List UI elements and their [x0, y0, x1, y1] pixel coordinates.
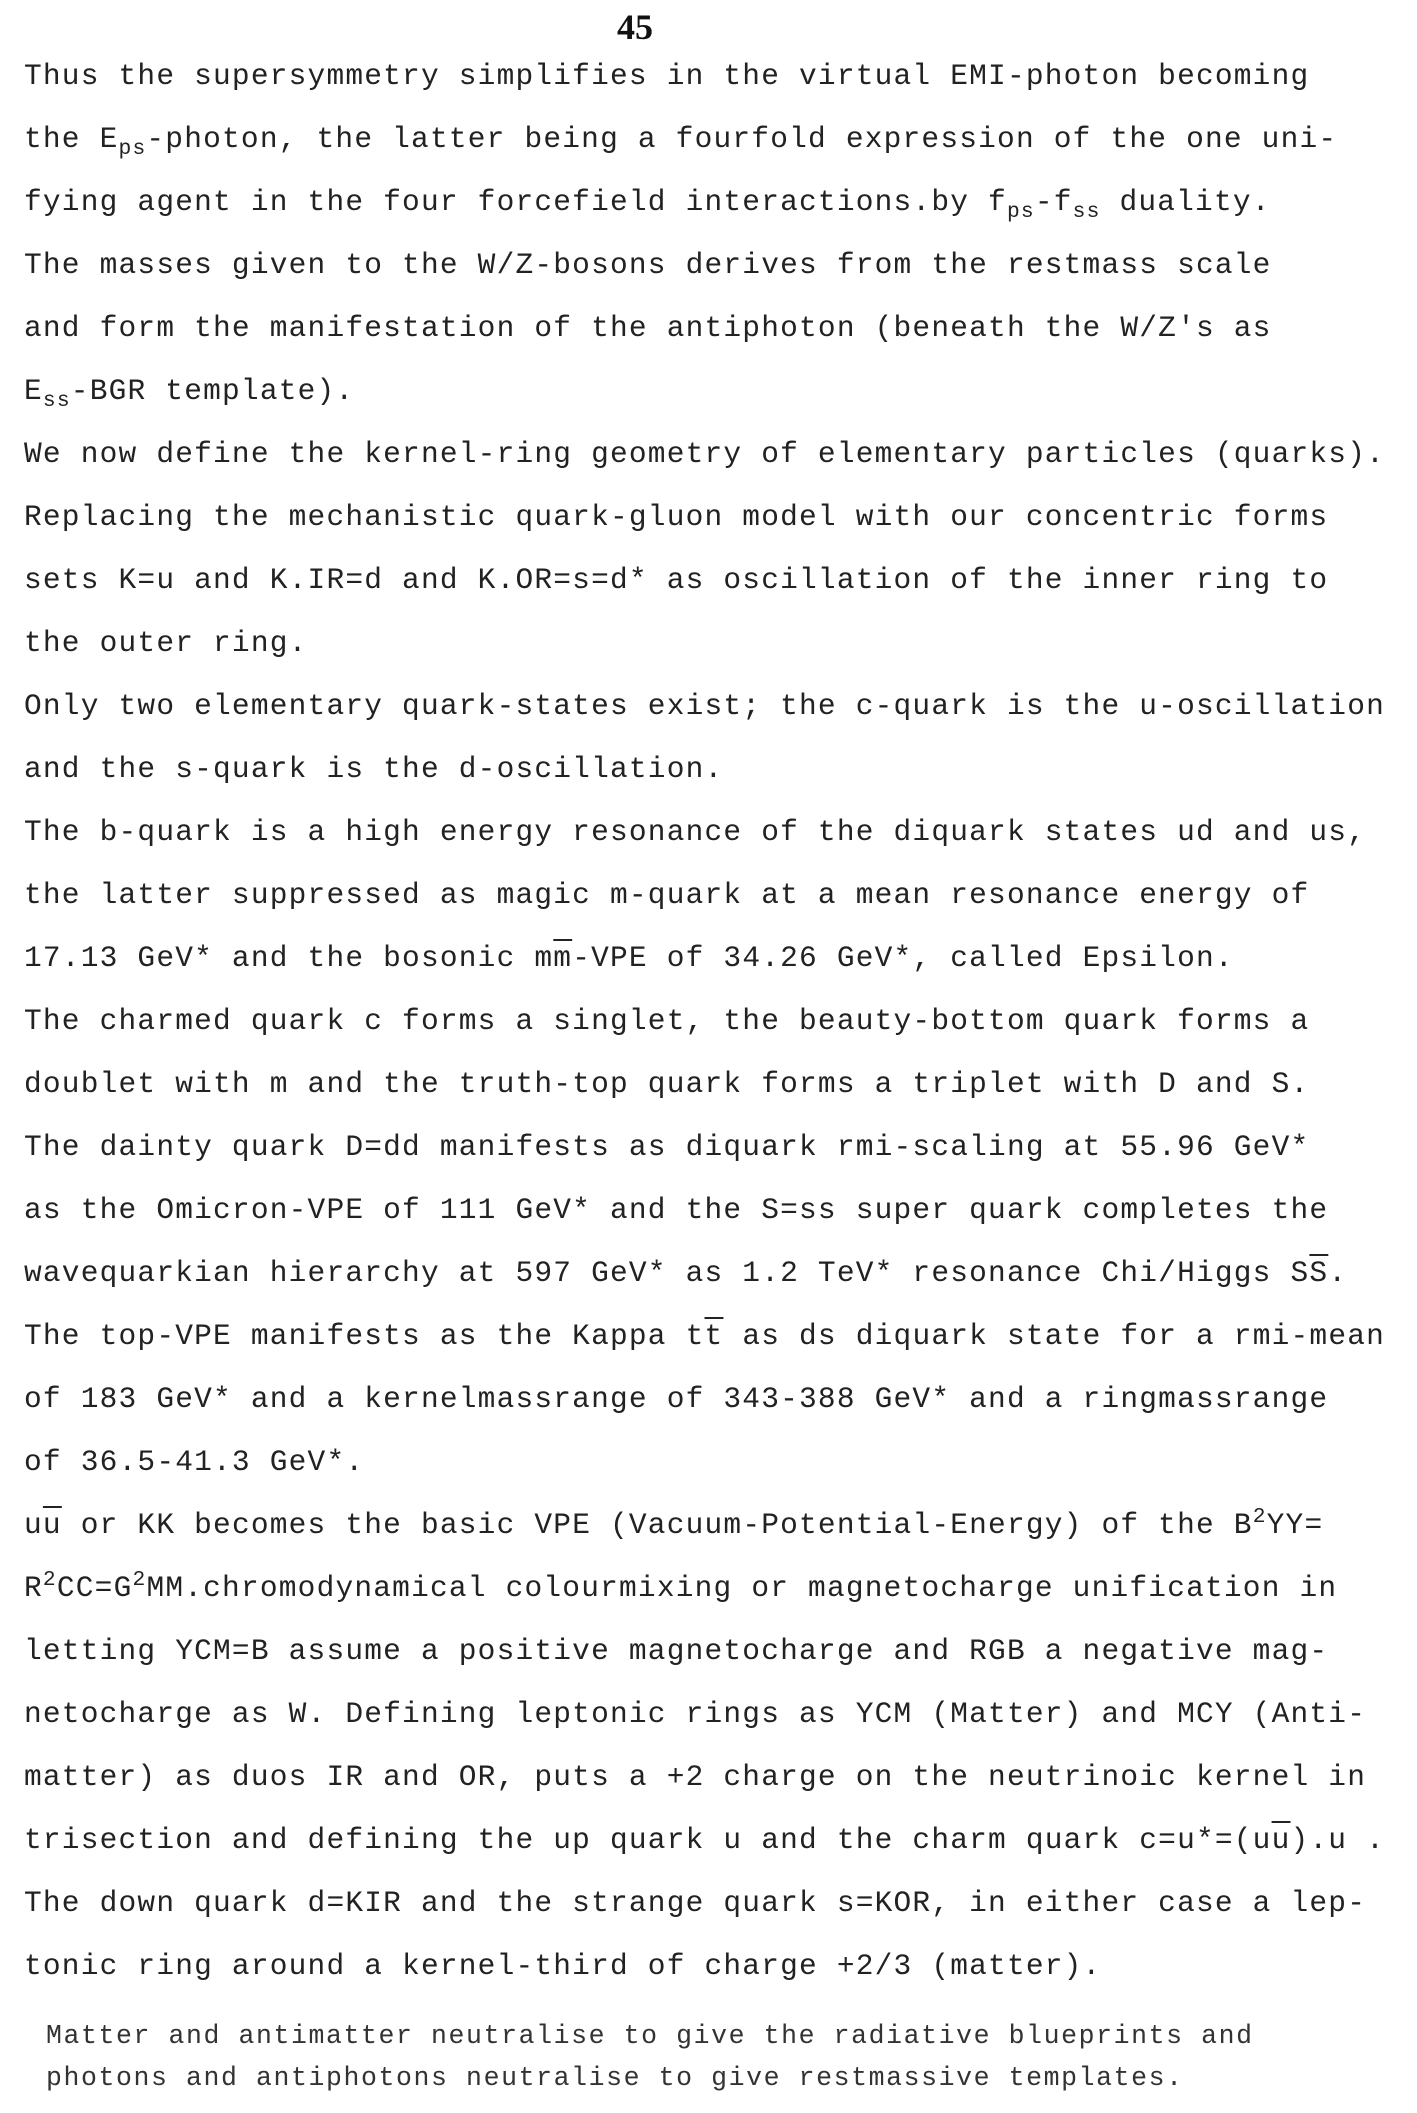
text-line-14: the latter suppressed as magic m-quark at a mean resonance energy of: [24, 878, 1310, 912]
text-line-15: 17.13 GeV* and the bosonic $m\overline{m}$-VPE of 34.26 GeV*, called Epsilon.: [24, 941, 1234, 975]
text-line-22: of 183 GeV* and a kernelmassrange of 343-388 GeV* and a ringmassrange: [24, 1382, 1329, 1416]
text-line-24: $u\overline{u}$ or KK becomes the basic VPE (Vacuum-Potential-Energy) of the $B^2YY=$: [24, 1505, 1324, 1542]
text-line-27: netocharge as W. Defining leptonic rings as YCM (Matter) and MCY (Anti-: [24, 1697, 1367, 1731]
footnote-line-1: Matter and antimatter neutralise to give the radiative blueprints and: [46, 2021, 1254, 2051]
page-number: 45: [617, 7, 653, 47]
footnote-line-2: photons and antiphotons neutralise to give restmassive templates.: [46, 2063, 1184, 2093]
text-line-3: fying agent in the four forcefield interactions.by $f_{ps}-f_{ss}$ duality.: [24, 185, 1271, 224]
text-line-23: of 36.5-41.3 GeV*.: [24, 1445, 365, 1479]
text-line-18: The dainty quark D=dd manifests as diquark rmi-scaling at 55.96 GeV*: [24, 1130, 1310, 1164]
text-line-30: The down quark d=KIR and the strange quark s=KOR, in either case a lep-: [24, 1886, 1367, 1920]
text-line-16: The charmed quark c forms a singlet, the beauty-bottom quark forms a: [24, 1004, 1310, 1038]
text-line-21: The top-VPE manifests as the Kappa $t\overline{t}$ as ds diquark state for a rmi-mean: [24, 1319, 1386, 1353]
text-line-2: the $E_{ps}$-photon, the latter being a fourfold expression of the one uni-: [24, 122, 1338, 161]
text-line-6: $E_{ss}$-BGR template).: [24, 374, 355, 413]
text-line-9: sets K=u and K.IR=d and K.OR=s=d* as oscillation of the inner ring to: [24, 563, 1329, 597]
text-line-5: and form the manifestation of the antiphoton (beneath the W/Z's as: [24, 311, 1272, 345]
text-line-7: We now define the kernel-ring geometry of elementary particles (quarks).: [24, 437, 1386, 471]
text-line-13: The b-quark is a high energy resonance of the diquark states ud and us,: [24, 815, 1367, 849]
text-line-17: doublet with m and the truth-top quark forms a triplet with D and S.: [24, 1067, 1310, 1101]
text-line-11: Only two elementary quark-states exist; the c-quark is the u-oscillation: [24, 689, 1386, 723]
text-line-19: as the Omicron-VPE of 111 GeV* and the S=ss super quark completes the: [24, 1193, 1329, 1227]
text-line-29: trisection and defining the up quark u and the charm quark $c=u*=(u\overline{u}).u$ .: [24, 1823, 1386, 1857]
text-line-1: Thus the supersymmetry simplifies in the virtual EMI-photon becoming: [24, 59, 1310, 93]
text-line-26: letting YCM=B assume a positive magnetocharge and RGB a negative mag-: [24, 1634, 1329, 1668]
text-line-12: and the s-quark is the d-oscillation.: [24, 752, 724, 786]
text-line-31: tonic ring around a kernel-third of charge +2/3 (matter).: [24, 1949, 1102, 1983]
text-line-28: matter) as duos IR and OR, puts a +2 charge on the neutrinoic kernel in: [24, 1760, 1367, 1794]
text-line-10: the outer ring.: [24, 626, 308, 660]
text-line-20: wavequarkian hierarchy at 597 GeV* as 1.2 TeV* resonance Chi/Higgs $S\overline{S}$.: [24, 1256, 1348, 1290]
text-line-8: Replacing the mechanistic quark-gluon model with our concentric forms: [24, 500, 1329, 534]
text-line-25: $R^2CC=G^2MM.chromodynamical$ colourmixing or magnetocharge unification in: [24, 1568, 1338, 1605]
text-line-4: The masses given to the W/Z-bosons derives from the restmass scale: [24, 248, 1272, 282]
